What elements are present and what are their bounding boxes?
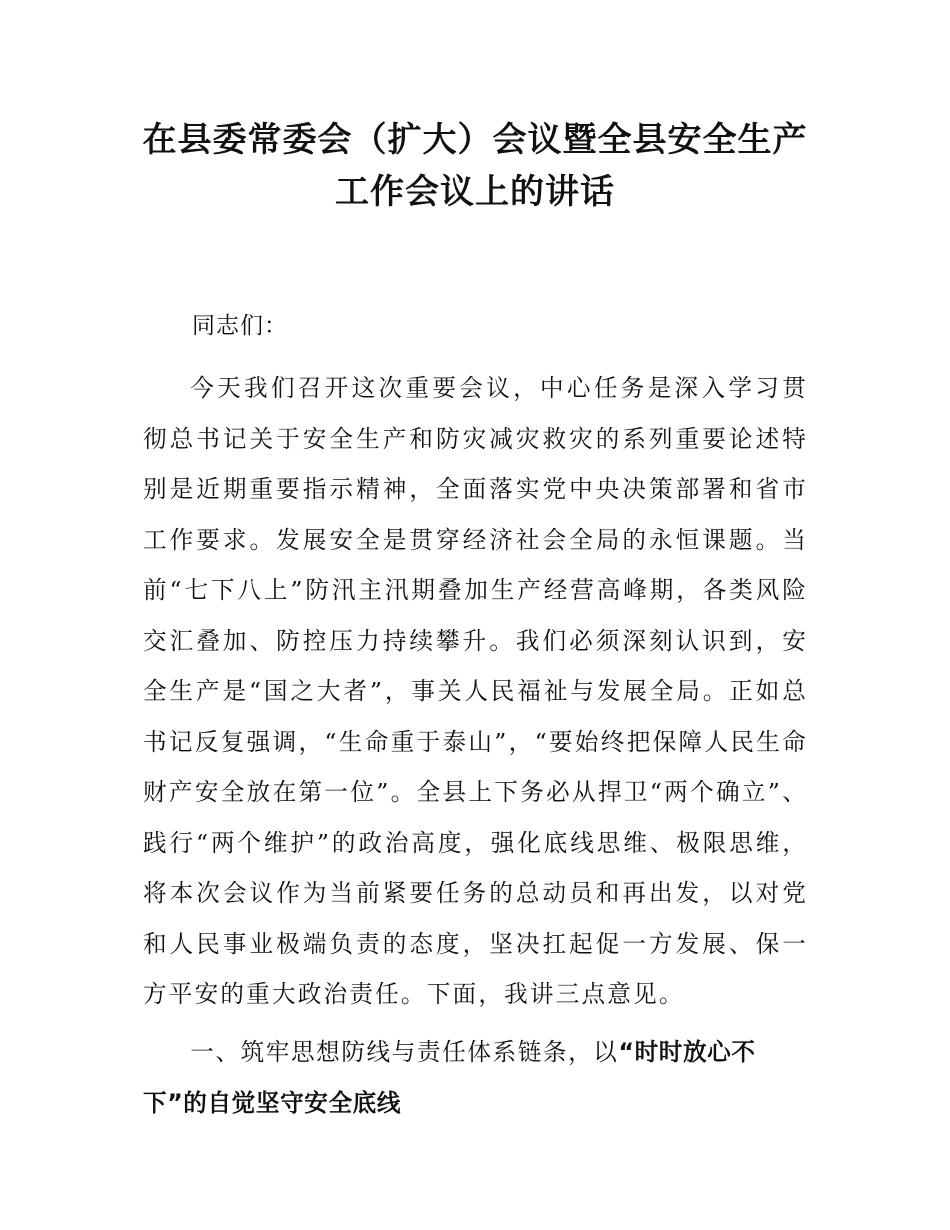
section-heading-1 [143,1027,813,1128]
salutation: 同志们： [192,313,288,339]
paragraph-opening: 今天我们召开这次重要会议，中心任务是深入学习贯彻总书记关于安全生产和防灾减灾救灾的系列重要论述特别是近期重要指示精神，全面落实党中央决策部署和省市工作要求。发展安全是贯穿经济社会全局的永恒课题。当前“七下八上”防汛主汛期叠加生产经营高峰期，各类风险交汇叠加、防控压力持续攀升。我们必须深刻认识到，安全生产是“国之大者”，事关人民福祉与发展全局。正如总书记反复强调，“生命重于泰山”，“要始终把保障人民生命财产安全放在第一位”。全县上下务必从捍卫“两个确立”、践行“两个维护”的政治高度，强化底线思维、极限思维，将本次会议作为当前紧要任务的总动员和再出发，以对党和人民事业极端负责的态度，坚决扛起促一方发展、保一方平安的重大政治责任。下面，我讲三点意见。 [143,374,808,1008]
section-heading-1-lead: 一、筑牢思想防线与责任体系链条，以 [190,1038,619,1066]
section-heading-1-emphasis: “时时放心不下”的自觉坚守安全底线 [143,1038,756,1117]
document-title-line-1: 在县委常委会（扩大）会议暨全县安全生产 [142,120,808,160]
document-title-line-2: 工作会议上的讲话 [335,172,615,212]
